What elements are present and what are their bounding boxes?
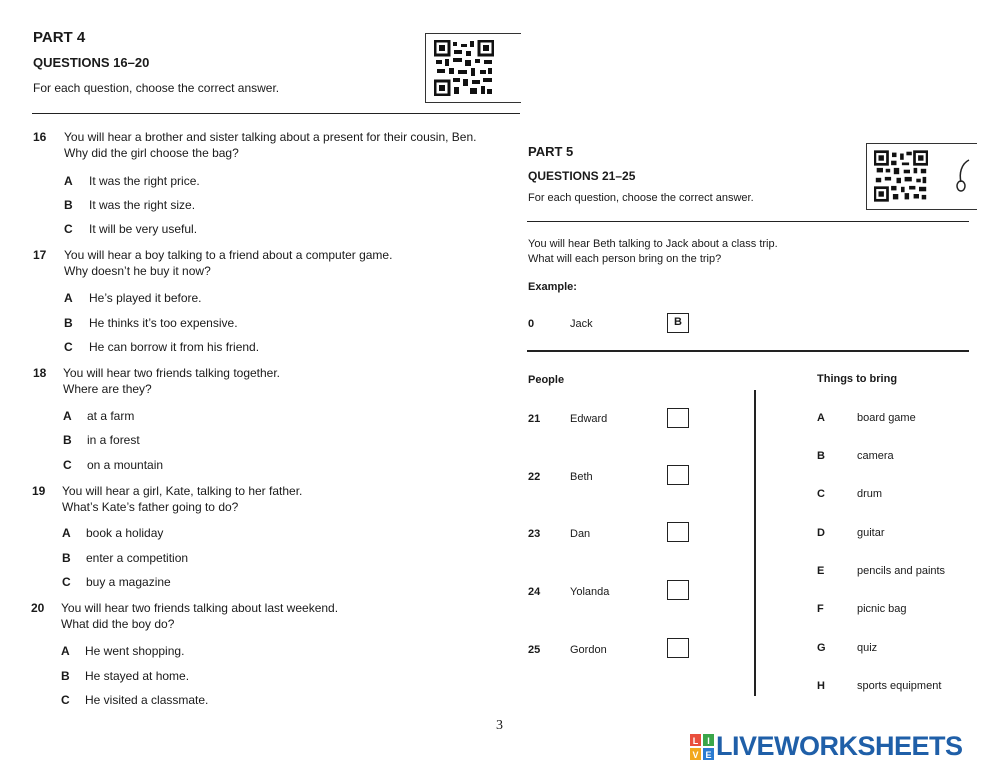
option-text[interactable]: He visited a classmate.	[85, 693, 209, 707]
option-letter[interactable]: A	[63, 409, 72, 423]
person-name: Beth	[570, 471, 593, 483]
question-number: 18	[33, 366, 47, 380]
answer-box-21[interactable]	[667, 408, 689, 428]
part4-qr-frame	[425, 33, 521, 103]
liveworksheets-brand-text[interactable]: LIVEWORKSHEETS	[716, 731, 963, 761]
example-label: Example:	[528, 281, 577, 293]
option-text[interactable]: enter a competition	[86, 551, 189, 565]
column-separator	[754, 390, 756, 696]
person-name: Yolanda	[570, 586, 610, 598]
thing-text: camera	[857, 450, 894, 462]
svg-text:L: L	[692, 736, 699, 746]
question-line1: You will hear two friends talking about last weekend.	[61, 601, 339, 615]
thing-text: drum	[857, 488, 883, 500]
thing-letter: D	[817, 527, 825, 539]
option-text[interactable]: It was the right price.	[89, 174, 200, 188]
svg-text:E: E	[705, 750, 712, 760]
part5-divider-top	[527, 221, 969, 222]
question-number: 20	[31, 601, 45, 615]
option-letter[interactable]: B	[64, 316, 73, 330]
part5-divider-bottom	[527, 350, 969, 352]
option-letter[interactable]: B	[64, 198, 73, 212]
question-line2: Where are they?	[63, 382, 152, 396]
option-letter[interactable]: B	[62, 551, 71, 565]
headphone-icon	[953, 158, 973, 194]
option-letter[interactable]: C	[64, 222, 73, 236]
question-line1: You will hear two friends talking together.	[63, 366, 281, 380]
option-text[interactable]: He thinks it’s too expensive.	[89, 316, 238, 330]
part5-qr-frame	[866, 143, 977, 210]
answer-box-24[interactable]	[667, 580, 689, 600]
thing-letter: B	[817, 450, 825, 462]
question-line1: You will hear a girl, Kate, talking to her father.	[62, 484, 303, 498]
person-name: Edward	[570, 413, 608, 425]
option-text[interactable]: He went shopping.	[85, 644, 185, 658]
option-letter[interactable]: C	[63, 458, 72, 472]
things-heading: Things to bring	[817, 373, 898, 385]
svg-text:I: I	[707, 736, 710, 746]
thing-text: picnic bag	[857, 603, 907, 615]
part5-instruction: For each question, choose the correct answer.	[528, 192, 754, 204]
option-letter[interactable]: C	[64, 340, 73, 354]
person-number: 23	[528, 528, 541, 540]
person-name: Gordon	[570, 644, 607, 656]
example-answer-box: B	[667, 313, 689, 333]
question-number: 16	[33, 130, 47, 144]
page-number: 3	[496, 718, 503, 733]
option-text[interactable]: in a forest	[87, 433, 140, 447]
question-line2: Why doesn’t he buy it now?	[64, 264, 211, 278]
example-number: 0	[528, 318, 535, 330]
part4-title: PART 4	[33, 29, 86, 46]
option-letter[interactable]: A	[62, 526, 71, 540]
example-name: Jack	[570, 318, 593, 330]
person-number: 25	[528, 644, 541, 656]
answer-box-25[interactable]	[667, 638, 689, 658]
option-letter[interactable]: A	[61, 644, 70, 658]
option-text[interactable]: It will be very useful.	[89, 222, 198, 236]
question-line2: What did the boy do?	[61, 617, 175, 631]
thing-text: board game	[857, 412, 916, 424]
person-name: Dan	[570, 528, 591, 540]
part5-intro-line1: You will hear Beth talking to Jack about a class trip.	[528, 238, 778, 250]
qr-code-icon	[874, 150, 928, 202]
option-letter[interactable]: B	[63, 433, 72, 447]
person-number: 22	[528, 471, 541, 483]
part4-divider	[32, 113, 520, 114]
qr-code-icon	[434, 40, 494, 96]
option-text[interactable]: It was the right size.	[89, 198, 196, 212]
liveworksheets-logo-icon	[690, 734, 714, 760]
option-letter[interactable]: C	[62, 575, 71, 589]
question-number: 17	[33, 248, 47, 262]
option-text[interactable]: at a farm	[87, 409, 135, 423]
option-text[interactable]: He stayed at home.	[85, 669, 190, 683]
thing-letter: C	[817, 488, 825, 500]
option-letter[interactable]: A	[64, 291, 73, 305]
thing-text: quiz	[857, 642, 878, 654]
answer-box-22[interactable]	[667, 465, 689, 485]
part5-intro-line2: What will each person bring on the trip?	[528, 253, 722, 265]
person-number: 21	[528, 413, 541, 425]
part4-questions-heading: QUESTIONS 16–20	[33, 55, 150, 70]
option-letter[interactable]: B	[61, 669, 70, 683]
thing-letter: A	[817, 412, 825, 424]
thing-text: guitar	[857, 527, 885, 539]
person-number: 24	[528, 586, 541, 598]
thing-letter: F	[817, 603, 824, 615]
thing-text: pencils and paints	[857, 565, 946, 577]
part5-title: PART 5	[528, 144, 574, 159]
part4-instruction: For each question, choose the correct answer.	[33, 81, 280, 95]
answer-box-23[interactable]	[667, 522, 689, 542]
question-line2: Why did the girl choose the bag?	[64, 146, 239, 160]
option-letter[interactable]: C	[61, 693, 70, 707]
option-text[interactable]: He can borrow it from his friend.	[89, 340, 260, 354]
thing-letter: E	[817, 565, 825, 577]
thing-text: sports equipment	[857, 680, 942, 692]
question-line2: What’s Kate’s father going to do?	[62, 500, 239, 514]
part5-questions-heading: QUESTIONS 21–25	[528, 169, 636, 183]
question-line1: You will hear a brother and sister talking about a present for their cousin, Ben.	[64, 130, 477, 144]
option-text[interactable]: book a holiday	[86, 526, 164, 540]
people-heading: People	[528, 374, 565, 386]
thing-letter: H	[817, 680, 825, 692]
question-line1: You will hear a boy talking to a friend about a computer game.	[64, 248, 393, 262]
question-number: 19	[32, 484, 46, 498]
option-text[interactable]: buy a magazine	[86, 575, 171, 589]
option-text[interactable]: He’s played it before.	[89, 291, 202, 305]
option-text[interactable]: on a mountain	[87, 458, 164, 472]
option-letter[interactable]: A	[64, 174, 73, 188]
svg-text:V: V	[692, 750, 699, 760]
thing-letter: G	[817, 642, 826, 654]
